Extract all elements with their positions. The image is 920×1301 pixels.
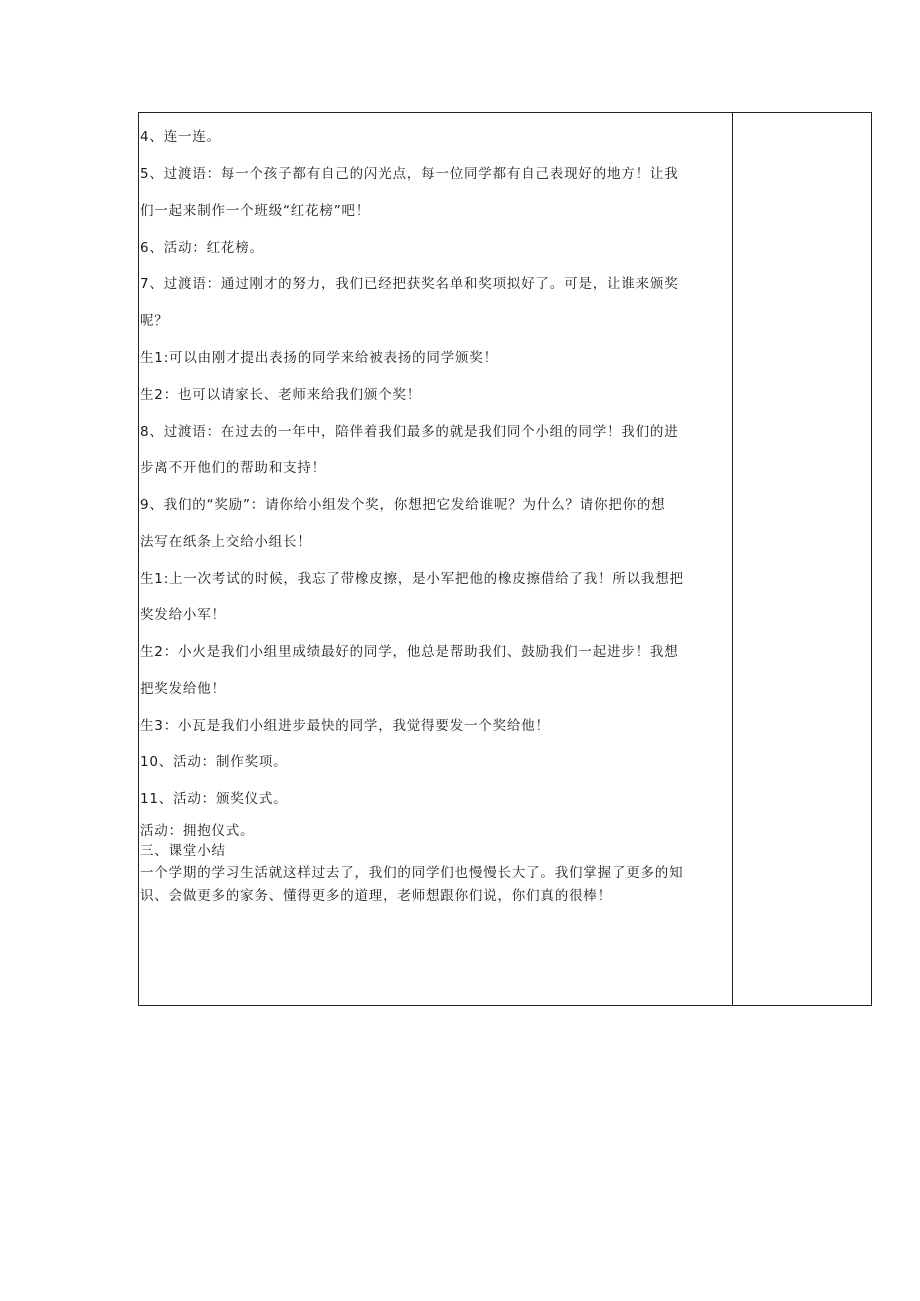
- text-line: 7、过渡语：通过刚才的努力，我们已经把获奖名单和奖项拟好了。可是，让谁来颁奖: [140, 276, 679, 292]
- text-line: 5、过渡语：每一个孩子都有自己的闪光点，每一位同学都有自己表现好的地方！让我: [140, 166, 679, 182]
- text-line: 识、会做更多的家务、懂得更多的道理，老师想跟你们说，你们真的很棒！: [140, 888, 612, 904]
- text-line: 把奖发给他！: [140, 681, 226, 697]
- text-line: 法写在纸条上交给小组长！: [140, 534, 312, 550]
- lesson-content-cell: [139, 113, 733, 1005]
- text-line: 生3：小瓦是我们小组进步最快的同学，我觉得要发一个奖给他！: [140, 718, 550, 734]
- text-line: 生1:可以由刚才提出表扬的同学来给被表扬的同学颁奖！: [140, 350, 498, 366]
- text-line: 生2：小火是我们小组里成绩最好的同学，他总是帮助我们、鼓励我们一起进步！我想: [140, 644, 679, 660]
- text-line: 们一起来制作一个班级“红花榜”吧！: [140, 203, 371, 219]
- text-line: 9、我们的“奖励”：请你给小组发个奖，你想把它发给谁呢？为什么？请你把你的想: [140, 497, 666, 513]
- section-heading: 三、课堂小结: [140, 843, 226, 859]
- text-line: 生2：也可以请家长、老师来给我们颁个奖！: [140, 387, 422, 403]
- text-line: 奖发给小军！: [140, 607, 226, 623]
- lesson-plan-table: [138, 112, 872, 1006]
- text-line: 8、过渡语：在过去的一年中，陪伴着我们最多的就是我们同个小组的同学！我们的进: [140, 424, 679, 440]
- text-line: 6、活动：红花榜。: [140, 240, 264, 256]
- text-line: 11、活动：颁奖仪式。: [140, 791, 288, 807]
- text-line: 步离不开他们的帮助和支持！: [140, 460, 326, 476]
- text-line: 呢？: [140, 313, 169, 329]
- text-line: 4、连一连。: [140, 129, 221, 145]
- text-line: 一个学期的学习生活就这样过去了，我们的同学们也慢慢长大了。我们掌握了更多的知: [140, 865, 684, 881]
- text-line: 活动：拥抱仪式。: [140, 823, 255, 839]
- notes-cell: [732, 113, 871, 1005]
- text-line: 10、活动：制作奖项。: [140, 754, 288, 770]
- text-line: 生1:上一次考试的时候，我忘了带橡皮擦，是小军把他的橡皮擦借给了我！所以我想把: [140, 571, 684, 587]
